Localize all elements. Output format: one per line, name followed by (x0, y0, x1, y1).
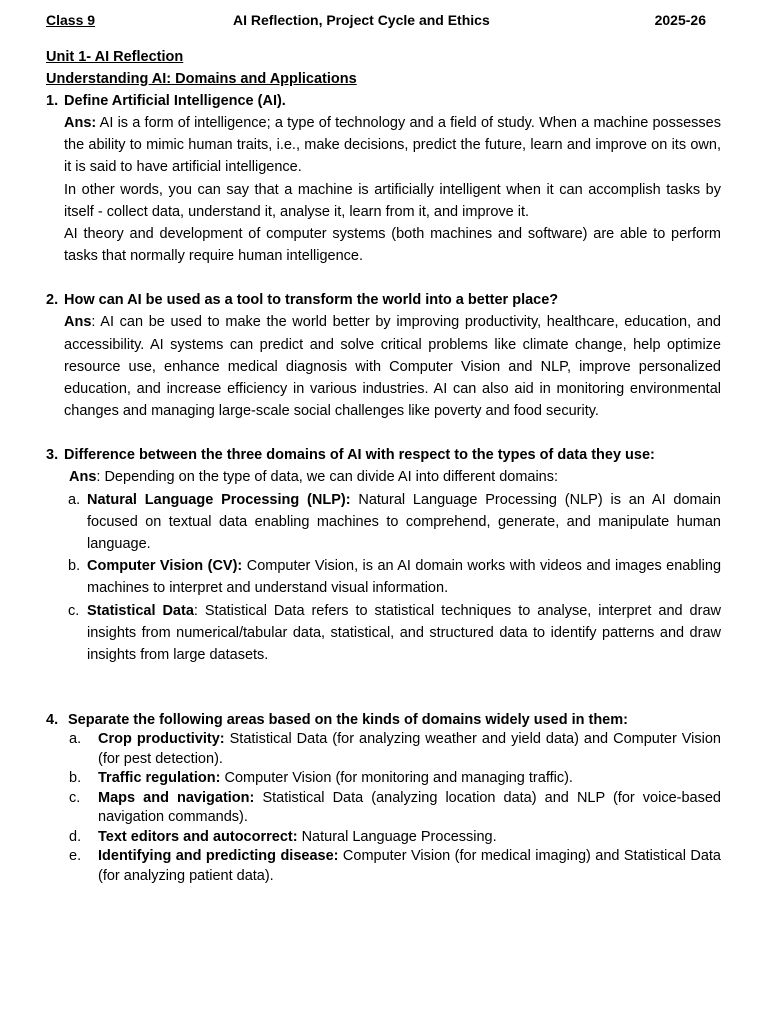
question-3 (46, 444, 721, 466)
item-text: Computer Vision (for monitoring and managing traffic). (220, 770, 573, 787)
answer-text: : AI can be used to make the world better by improving productivity, healthcare, education, and accessibility. AI systems can predict and solve critical problems like climate change, help optimize resource use, enhance medical diagnosis with Computer Vision and NLP, improve personalized education, and increase efficiency in various industries. AI can also aid in monitoring environmental changes and managing large-scale social challenges like poverty and food security. (64, 314, 721, 420)
ans-label: Ans (64, 314, 92, 331)
question-text: Difference between the three domains of AI with respect to the types of data they use: (64, 447, 655, 464)
question-text: How can AI be used as a tool to transform the world into a better place? (64, 292, 559, 309)
item-text: Statistical Data (for analyzing weather and yield data) and Computer Vision (for pest detection). (98, 731, 721, 767)
page-header (46, 12, 706, 32)
item-term: Identifying and predicting disease: (98, 848, 339, 865)
question-number: 3. (46, 447, 59, 464)
answer-text: AI is a form of intelligence; a type of technology and a field of study. When a machine possesses the ability to mimic human traits, i.e., make decisions, predict the future, learn and improve on its own, it is said to have artificial intelligence. (64, 115, 721, 176)
item-text: Natural Language Processing (NLP) is an AI domain focused on textual data enabling machines to comprehend, generate, and manipulate human language. (87, 491, 721, 553)
list-item (46, 828, 721, 848)
answer-2 (64, 311, 721, 422)
item-label: b. (69, 770, 82, 787)
document-body (46, 46, 721, 886)
question-number: 1. (46, 93, 59, 109)
question-4 (46, 710, 721, 730)
item-term: Traffic regulation: (98, 770, 221, 787)
item-term: Computer Vision (CV): (87, 558, 243, 575)
item-label: b. (68, 558, 81, 575)
item-text: Statistical Data (analyzing location data) and NLP (for voice-based navigation commands). (98, 789, 721, 826)
item-label: d. (69, 828, 82, 845)
item-label: a. (68, 491, 81, 508)
academic-year: 2025-26 (654, 12, 706, 28)
list-item (46, 789, 721, 828)
list-item (46, 847, 721, 886)
class-label: Class 9 (46, 12, 96, 28)
item-label: c. (68, 602, 80, 619)
question-text: Define Artificial Intelligence (AI). (64, 93, 286, 109)
item-term: Maps and navigation: (98, 789, 255, 806)
answer-3-intro (69, 466, 721, 488)
ans-label: Ans: (64, 115, 97, 131)
answer-1-paragraph-1 (64, 112, 721, 179)
question-1 (46, 90, 721, 112)
item-label: c. (69, 789, 81, 806)
list-item (46, 769, 721, 789)
question-number: 2. (46, 292, 59, 309)
list-item (68, 600, 721, 667)
item-text: Natural Language Processing. (297, 828, 497, 845)
item-label: e. (69, 848, 82, 865)
document-title: AI Reflection, Project Cycle and Ethics (233, 12, 490, 28)
question-2 (46, 289, 721, 311)
answer-text: : Depending on the type of data, we can divide AI into different domains: (96, 469, 559, 486)
answer-1-paragraph-2: In other words, you can say that a machine is artificially intelligent when it can accomplish tasks by itself - collect data, understand it, analyse it, learn from it, and improve it. (64, 181, 721, 220)
item-term: Statistical Data (87, 602, 194, 619)
item-text: Computer Vision, is an AI domain works with videos and images enabling machines to interpret and understand visual information. (87, 558, 722, 597)
item-text: Computer Vision (for medical imaging) and Statistical Data (for analyzing patient data). (98, 848, 721, 884)
item-term: Crop productivity: (98, 731, 225, 748)
item-text: : Statistical Data refers to statistical techniques to analyse, interpret and draw insights from numerical/tabular data, statistical, and structured data to identify patterns and draw insights from large datasets. (87, 602, 721, 664)
section-title: Understanding AI: Domains and Applications (46, 71, 357, 87)
item-term: Natural Language Processing (NLP): (87, 491, 351, 508)
list-item (68, 555, 721, 599)
list-item (46, 730, 721, 769)
item-label: a. (69, 731, 82, 748)
question-number: 4. (46, 712, 59, 729)
question-text: Separate the following areas based on the kinds of domains widely used in them: (68, 712, 628, 729)
ans-label: Ans (69, 469, 97, 486)
list-item (68, 489, 721, 556)
unit-title: Unit 1- AI Reflection (46, 49, 184, 65)
answer-1-paragraph-3: AI theory and development of computer systems (both machines and software) are able to perform tasks that normally require human intelligence. (64, 226, 721, 265)
item-term: Text editors and autocorrect: (98, 828, 298, 845)
